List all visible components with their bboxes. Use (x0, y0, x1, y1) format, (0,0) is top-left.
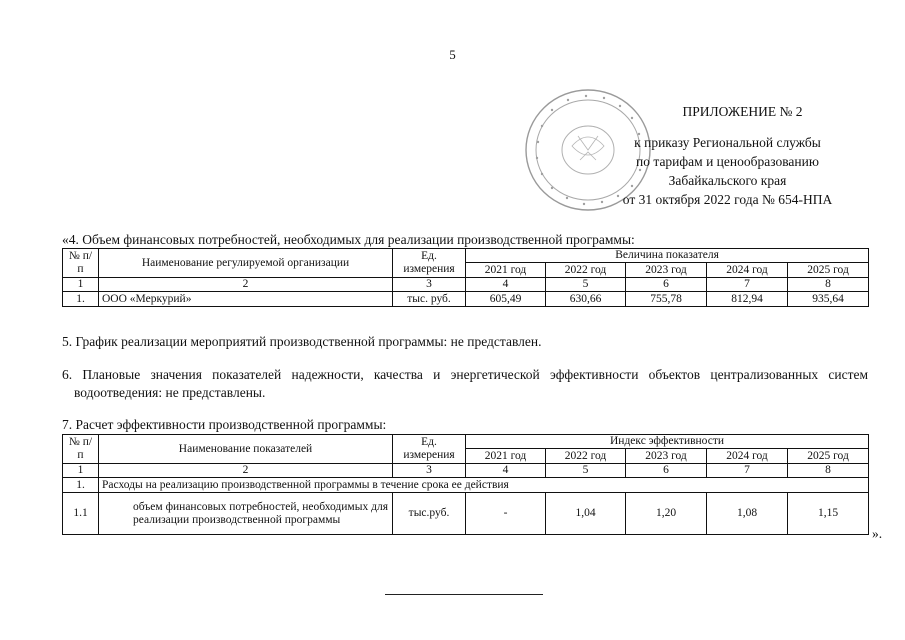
header-year: 2022 год (546, 449, 626, 464)
header-num: № п/п (63, 249, 99, 278)
index-cell: 2 (99, 278, 393, 292)
row-value: 630,66 (546, 292, 626, 307)
group-row-text: Расходы на реализацию производственной программы в течение срока ее действия (99, 478, 869, 493)
index-cell: 4 (466, 464, 546, 478)
column-index-row (63, 464, 869, 478)
appendix-title: ПРИЛОЖЕНИЕ № 2 (682, 104, 803, 119)
row-value: 755,78 (626, 292, 707, 307)
row-unit: тыс. руб. (393, 292, 466, 307)
header-num: № п/п (63, 435, 99, 464)
table-row (63, 292, 869, 307)
column-index-row (63, 278, 869, 292)
row-num: 1. (63, 292, 99, 307)
footnote-divider (385, 594, 543, 595)
index-cell: 8 (788, 464, 869, 478)
index-cell: 6 (626, 464, 707, 478)
row-value: 1,15 (788, 493, 869, 535)
group-row (63, 478, 869, 493)
section-5-text: 5. График реализации мероприятий производственной программы: не представлен. (62, 334, 542, 349)
header-unit: Ед. измерения (393, 435, 466, 464)
appendix-line: по тарифам и ценообразованию (636, 154, 819, 169)
row-name: ООО «Меркурий» (99, 292, 393, 307)
appendix-line: к приказу Региональной службы (634, 135, 821, 150)
appendix-line: Забайкальского края (668, 173, 787, 188)
appendix-header (610, 102, 845, 209)
appendix-line: от 31 октября 2022 года № 654-НПА (622, 192, 833, 207)
header-year: 2021 год (466, 449, 546, 464)
index-cell: 7 (707, 278, 788, 292)
index-cell: 5 (546, 278, 626, 292)
header-group: Величина показателя (466, 249, 869, 263)
section-6-text: 6. Плановые значения показателей надежности, качества и энергетической эффективности объектов централизованных систем водоотведения: не представлены. (62, 367, 868, 400)
efficiency-table (62, 434, 869, 535)
row-value: 1,20 (626, 493, 707, 535)
section-7-title: 7. Расчет эффективности производственной программы: (62, 417, 387, 432)
header-unit: Ед. измерения (393, 249, 466, 278)
row-value: 935,64 (788, 292, 869, 307)
header-year: 2025 год (788, 263, 869, 278)
header-year: 2023 год (626, 263, 707, 278)
header-name: Наименование показателей (99, 435, 393, 464)
index-cell: 4 (466, 278, 546, 292)
row-num: 1. (63, 478, 99, 493)
financial-needs-table (62, 248, 869, 307)
header-year: 2023 год (626, 449, 707, 464)
row-value: 812,94 (707, 292, 788, 307)
row-value: 1,08 (707, 493, 788, 535)
row-name: объем финансовых потребностей, необходимых для реализации производственной программы (99, 493, 393, 535)
header-year: 2025 год (788, 449, 869, 464)
index-cell: 7 (707, 464, 788, 478)
row-unit: тыс.руб. (393, 493, 466, 535)
index-cell: 1 (63, 278, 99, 292)
page-number: 5 (449, 47, 456, 62)
header-year: 2021 год (466, 263, 546, 278)
index-cell: 5 (546, 464, 626, 478)
index-cell: 8 (788, 278, 869, 292)
index-cell: 3 (393, 464, 466, 478)
header-year: 2024 год (707, 263, 788, 278)
row-value: 605,49 (466, 292, 546, 307)
index-cell: 3 (393, 278, 466, 292)
header-year: 2022 год (546, 263, 626, 278)
row-value: 1,04 (546, 493, 626, 535)
header-year: 2024 год (707, 449, 788, 464)
header-group: Индекс эффективности (466, 435, 869, 449)
index-cell: 6 (626, 278, 707, 292)
row-num: 1.1 (63, 493, 99, 535)
section-4-title: «4. Объем финансовых потребностей, необходимых для реализации производственной программы: (62, 232, 635, 247)
index-cell: 2 (99, 464, 393, 478)
index-cell: 1 (63, 464, 99, 478)
row-value: - (466, 493, 546, 535)
header-name: Наименование регулируемой организации (99, 249, 393, 278)
table-row (63, 493, 869, 535)
closing-quote: ». (872, 526, 883, 541)
